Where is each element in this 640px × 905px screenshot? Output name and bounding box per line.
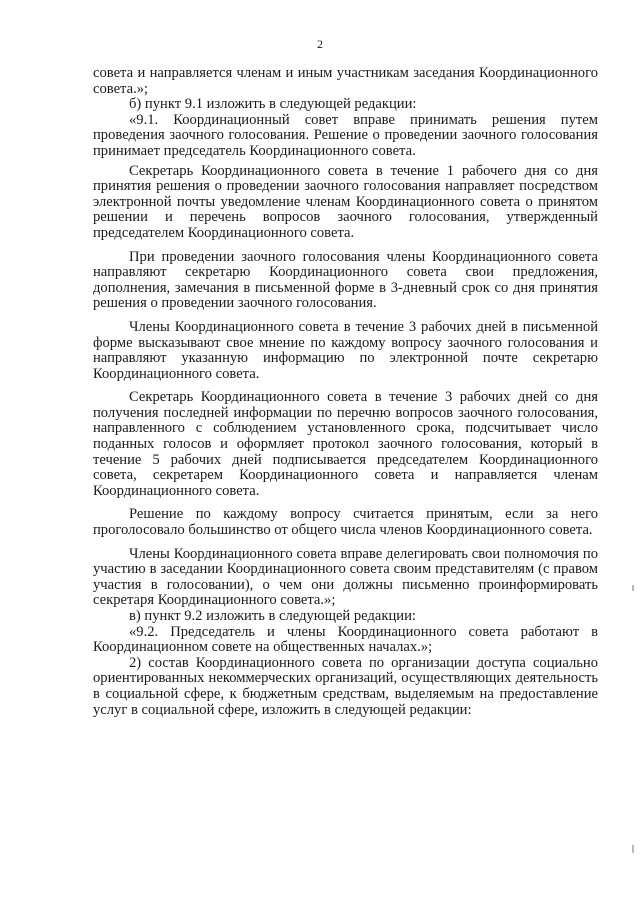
document-body [93,66,598,718]
paragraph-9-1: «9.1. Координационный совет вправе принимать решения путем проведения заочного голосования. Решение о проведении заочного голосования принимает председатель Координационного совета. [93,111,598,159]
scan-margin-mark [632,845,634,853]
paragraph-decision-rule: Решение по каждому вопросу считается принятым, если за него проголосовало большинство от общего числа членов Координационного совета. [93,506,598,539]
paragraph-continuation: совета и направляется членам и иным участникам заседания Координационного совета.»; [93,65,598,97]
paragraph-members-proposals: При проведении заочного голосования члены Координационного совета направляют секретарю Координационного совета свои предложения, дополнения, замечания в письменной форме в 3-дневный срок со дня принятия решения о проведении заочного голосования. [93,248,598,312]
paragraph-9-2: «9.2. Председатель и члены Координационного совета работают в Координационном совете на общественных началах.»; [93,623,598,656]
paragraph-members-opinion: Члены Координационного совета в течение 3 рабочих дней в письменной форме высказывают свое мнение по каждому вопросу заочного голосования и направляют указанную информацию по электронной почте секретарю Координационного совета. [93,318,598,382]
page-number: 2 [317,37,323,51]
paragraph-delegation: Члены Координационного совета вправе делегировать свои полномочия по участию в заседании Координационного совета своим представителям (с правом участия в голосовании), о чем они должны письменно проинформировать секретаря Координационного совета.»; [93,545,598,609]
paragraph-item-2: 2) состав Координационного совета по организации доступа социально ориентированных некоммерческих организаций, осуществляющих деятельность в социальной сфере, к бюджетным средствам, выделяемым на предоставление услуг в социальной сфере, изложить в следующей редакции: [93,654,598,718]
paragraph-subitem-v: в) пункт 9.2 изложить в следующей редакции: [129,608,416,624]
scan-margin-mark [632,585,634,591]
paragraph-secretary-protocol: Секретарь Координационного совета в течение 3 рабочих дней со дня получения последней информации по перечню вопросов заочного голосования, направленного с соблюдением установленного срока, подсчитывает число поданных голосов и оформляет протокол заочного голосования, который в течение 5 рабочих дней подписывается председателем Координационного совета, секретарем Координационного совета и направляется членам Координационного совета. [93,389,598,499]
paragraph-subitem-b: б) пункт 9.1 изложить в следующей редакции: [129,96,417,113]
paragraph-secretary-notice: Секретарь Координационного совета в течение 1 рабочего дня со дня принятия решения о проведении заочного голосования направляет посредством электронной почты уведомление членам Координационного совета о принятом решении и перечень вопросов заочного голосования, утвержденный председателем Координационного совета. [93,162,598,241]
